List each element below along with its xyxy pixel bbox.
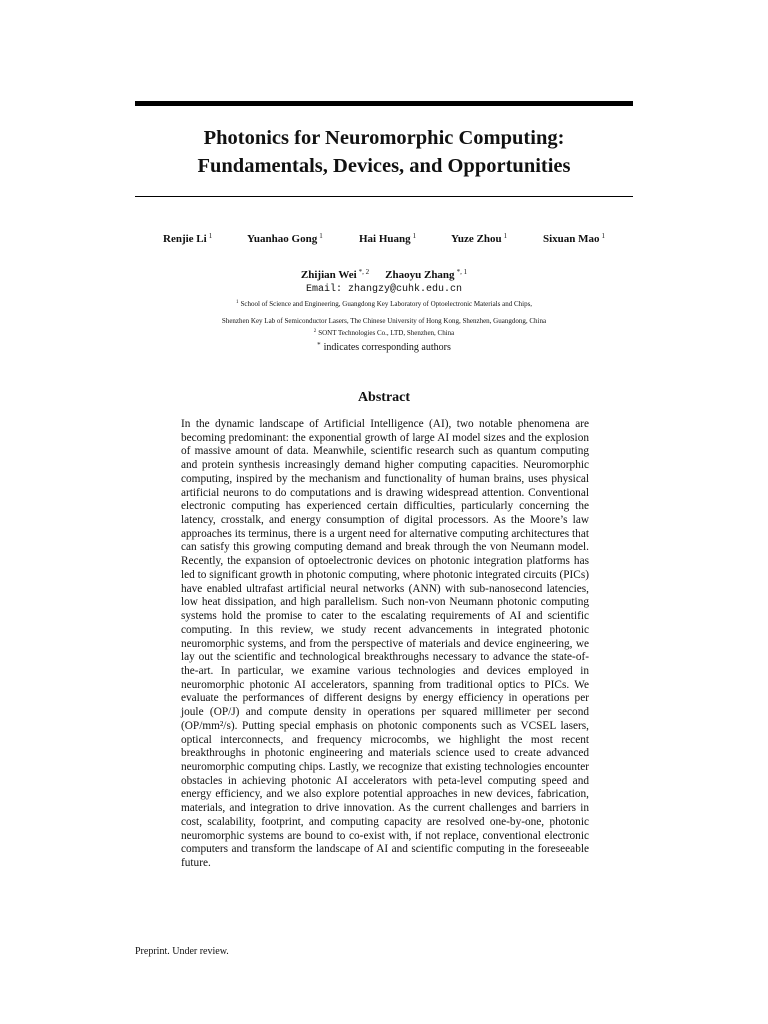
author-affiliation-mark: 1 xyxy=(601,232,606,240)
author-name: Zhijian Wei xyxy=(300,269,357,281)
author-affiliation-mark: 1 xyxy=(208,232,213,240)
affiliation-text: School of Science and Engineering, Guangdong Key Laboratory of Optoelectronic Materials and Chips, xyxy=(240,300,533,308)
affiliation-text: Shenzhen Key Lab of Semiconductor Lasers, The Chinese University of Hong Kong, Shenzhen, Guangdong, China xyxy=(221,317,547,325)
author-1 xyxy=(163,232,212,245)
author-affiliation-mark: 1 xyxy=(319,232,323,240)
preprint-footer: Preprint. Under review. xyxy=(135,946,229,957)
abstract-heading: Abstract xyxy=(357,390,411,405)
author-7 xyxy=(385,269,467,281)
author-2 xyxy=(247,232,323,245)
author-name: Sixuan Mao xyxy=(543,233,600,245)
author-3 xyxy=(359,232,416,245)
author-5 xyxy=(543,232,605,245)
top-rule xyxy=(135,101,633,106)
affiliation-1 xyxy=(0,300,768,308)
affiliation-2 xyxy=(0,329,768,337)
contact-email: Email: zhangzy@cuhk.edu.cn xyxy=(305,284,463,295)
author-affiliation-mark: 1 xyxy=(412,232,417,240)
author-4 xyxy=(451,232,507,245)
corresponding-mark: * xyxy=(317,341,321,349)
affiliation-1-cont xyxy=(0,317,768,325)
author-name: Hai Huang xyxy=(359,233,411,245)
affiliation-mark: 2 xyxy=(313,329,317,334)
author-affiliation-mark: 1 xyxy=(503,232,508,240)
author-name: Zhaoyu Zhang xyxy=(385,269,455,281)
author-name: Renjie Li xyxy=(163,233,207,245)
author-name: Yuanhao Gong xyxy=(247,233,318,245)
corresponding-text: indicates corresponding authors xyxy=(323,342,451,353)
title-rule xyxy=(135,196,633,197)
author-affiliation-mark: *, 2 xyxy=(358,268,370,276)
title-line-2: Fundamentals, Devices, and Opportunities xyxy=(197,155,571,177)
paper-title xyxy=(135,124,633,180)
affiliation-text: SONT Technologies Co., LTD, Shenzhen, China xyxy=(318,329,455,337)
affiliation-mark: 1 xyxy=(235,300,239,305)
corresponding-note xyxy=(0,341,768,353)
abstract-body: In the dynamic landscape of Artificial Intelligence (AI), two notable phenomena are becoming predominant: the exponential growth of large AI model sizes and the explosion of massive amount of data. Meanwhile, scientific research such as quantum computing and protein synthesis increasingly demand higher computing capacities. Neuromorphic computing, inspired by the mechanism and functionality of human brains, uses physical artificial neurons to do computations and is drawing widespread attention. Conventional electronic computing has experienced certain difficulties, particularly concerning the latency, crosstalk, and energy consumption of digital processors. As the Moore’s law approaches its terminus, there is a urgent need for alternative computing architectures that can satisfy this growing computing demand and break through the von Neumann model. Recently, the expansion of optoelectronic devices on photonic integration platforms has led to significant growth in photonic computing, where photonic integrated circuits (PICs) have enabled ultrafast artificial neural networks (ANN) with sub-nanosecond latencies, low heat dissipation, and high parallelism. Such non-von Neumann photonic computing systems hold the promise to cater to the escalating requirements of AI and scientific computing. In this review, we study recent advancements in integrated photonic neuromorphic systems, and from the perspective of materials and device engineering, we lay out the scientific and technological breakthroughs necessary to advance the state-of-the-art. In particular, we examine various technologies and devices employed in neuromorphic photonic AI accelerators, spanning from traditional optics to PICs. We evaluate the performances of different designs by energy efficiency in operations per joule (OP/J) and compute density in operations per squared millimeter per second (OP/mm²/s). Putting special emphasis on photonic components such as VCSEL lasers, optical interconnects, and frequency microcombs, we highlight the most recent breakthroughs in photonic engineering and materials science used to create advanced neuromorphic computing chips. Lastly, we recognize that existing technologies encounter obstacles in achieving photonic AI accelerators with peta-level computing speed and energy efficiency, and we also explore potential approaches in new devices, fabrication, materials, and integration to drive innovation. As the current challenges and barriers in cost, scalability, footprint, and computing capacity are resolved one-by-one, photonic neuromorphic systems are bound to co-exist with, if not replace, conventional electronic computers and transform the landscape of AI and scientific computing in the foreseeable future. xyxy=(181,418,589,869)
author-6 xyxy=(301,269,369,281)
title-line-1: Photonics for Neuromorphic Computing: xyxy=(203,127,565,149)
author-affiliation-mark: *, 1 xyxy=(456,268,468,276)
author-row-2 xyxy=(0,268,768,281)
author-name: Yuze Zhou xyxy=(451,233,502,245)
